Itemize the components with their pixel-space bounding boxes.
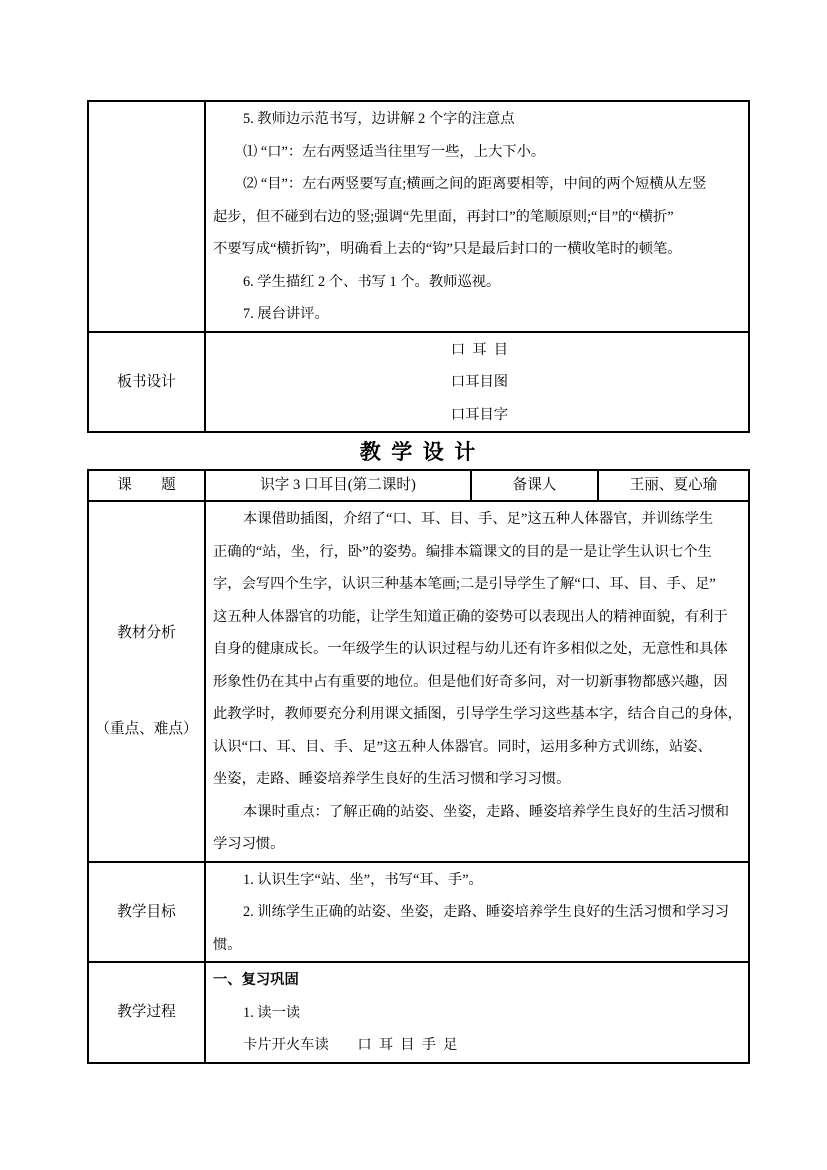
process-cell [205,962,749,1063]
empty-label-cell [88,101,205,332]
text-line: 自身的健康成长。一年级学生的认识过程与幼儿还有许多相似之处，无意性和具体 [213,641,728,657]
text-line: ⑵ “目”：左右两竖要写直;横画之间的距离要相等，中间的两个短横从左竖 [243,176,707,192]
objectives-cell [205,862,749,963]
text-line: 正确的“站，坐，行，卧”的姿势。编排本篇课文的目的是一是让学生认识七个生 [213,543,712,560]
material-analysis-cell [205,501,749,862]
preparer-value: 王丽、夏心瑜 [598,470,749,501]
board-design-label: 板书设计 [88,332,205,433]
table-row [88,470,749,501]
table-row [88,501,749,862]
preparer-label: 备课人 [471,470,598,501]
text-line: 起步，但不碰到右边的竖;强调“先里面，再封口”的笔顺原则;“目”的“横折” [213,208,674,225]
board-line: 口耳目图 [450,374,509,390]
text-line: 5. 教师边示范书写，边讲解 2 个字的注意点 [243,111,515,127]
document-content [87,100,748,1064]
label-line: 教材分析 [117,625,176,642]
text-line: 惯。 [213,936,242,953]
objectives-label: 教学目标 [88,862,205,963]
table-row [88,332,749,433]
process-label: 教学过程 [88,962,205,1063]
section-heading: 教 学 设 计 [359,440,476,464]
text-line: 本课借助插图，介绍了“口、耳、目、手、足”这五种人体器官，并训练学生 [243,511,714,527]
topic-value: 识字 3 口耳目(第二课时) [205,470,471,501]
text-line: 本课时重点：了解正确的站姿、坐姿，走路、睡姿培养学生良好的生活习惯和 [243,803,730,820]
table-row [88,962,749,1063]
text-line: 学习习惯。 [213,836,285,852]
text-line: 不要写成“横折钩”，明确看上去的“钩”只是最后封口的一横收笔时的顿笔。 [213,241,682,257]
text-line: 认识“口、耳、目、手、足”这五种人体器官。同时，运用多种方式训练，站姿、 [213,738,712,755]
text-line: 一、复习巩固 [213,972,299,988]
table-row [88,862,749,963]
writing-guidance-table [87,100,750,433]
material-analysis-label [88,501,205,862]
text-line: 这五种人体器官的功能，让学生知道正确的姿势可以表现出人的精神面貌，有利于 [213,608,728,625]
text-line: 6. 学生描红 2 个、书写 1 个。教师巡视。 [243,273,501,290]
text-line: 1. 读一读 [243,1004,301,1021]
text-line: 此教学时，教师要充分利用课文插图，引导学生学习这些基本字，结合自己的身体， [213,706,742,722]
writing-steps-cell [205,101,749,332]
text-line: 坐姿，走路、睡姿培养学生良好的生活习惯和学习习惯。 [213,771,571,787]
text-line: ⑴ “口”：左右两竖适当往里写一些，上大下小。 [243,143,546,160]
table-row [88,101,749,332]
text-line: 卡片开火车读 口 耳 目 手 足 [243,1037,458,1053]
board-design-cell [205,332,749,433]
topic-label: 课 题 [88,470,205,501]
text-line: 字，会写四个生字，认识三种基本笔画;二是引导学生了解“口、耳、目、手、足” [213,576,716,592]
text-line: 形象性仍在其中占有重要的地位。但是他们好奇多问，对一切新事物都感兴趣，因 [213,673,728,690]
text-line: 7. 展台讲评。 [243,306,329,322]
label-line: （重点、难点） [95,721,198,738]
text-line: 2. 训练学生正确的站姿、坐姿，走路、睡姿培养学生良好的生活习惯和学习习 [243,904,730,920]
lesson-design-table [87,469,750,1064]
text-line: 1. 认识生字“站、坐”，书写“耳、手”。 [243,871,483,888]
board-line: 口耳目字 [450,406,509,423]
board-line: 口 耳 目 [450,341,509,358]
